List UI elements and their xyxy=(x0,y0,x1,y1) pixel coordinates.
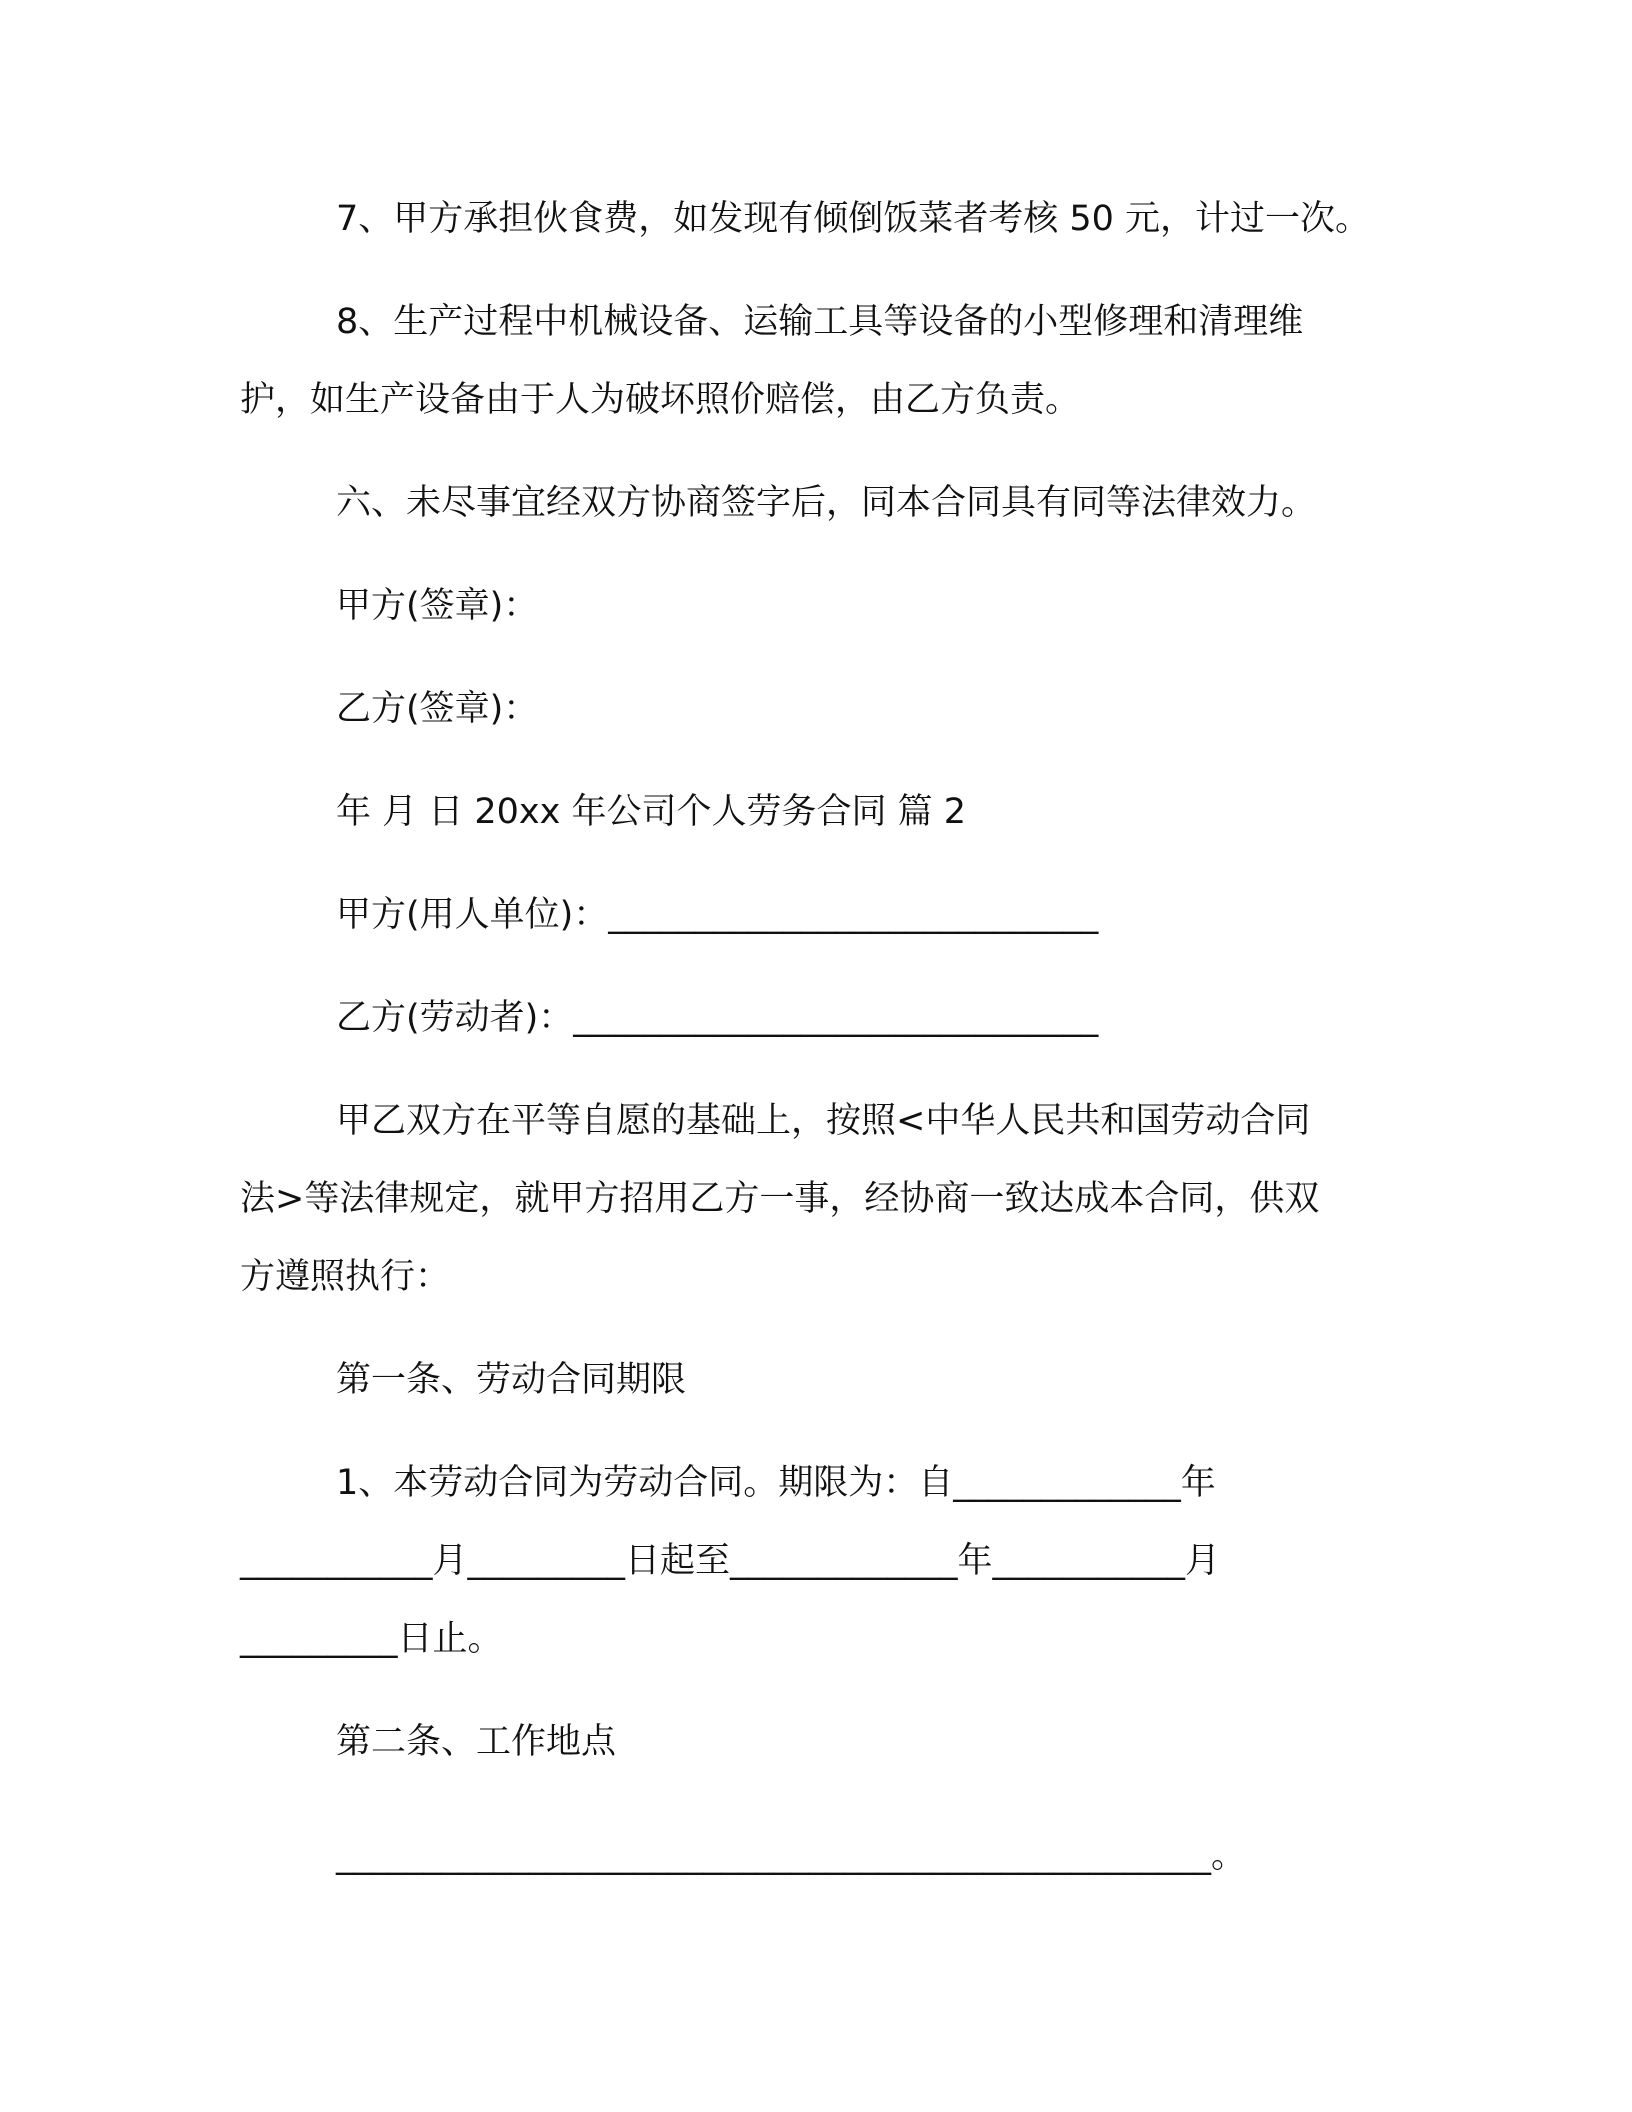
section-6 xyxy=(240,464,1400,542)
article-1-term xyxy=(240,1444,1400,1678)
preamble-line-3: 方遵照执行： xyxy=(240,1257,451,1297)
clause-8-line-2: 护，如生产设备由于人为破坏照价赔偿，由乙方负责。 xyxy=(240,380,1081,420)
party-a-employer-field: 甲方(用人单位)：____________________________ xyxy=(336,895,1099,935)
clause-8 xyxy=(240,283,1400,439)
party-a-signature-label: 甲方(签章)： xyxy=(336,586,539,626)
article-1-heading-text: 第一条、劳动合同期限 xyxy=(336,1360,687,1400)
article-1-heading xyxy=(240,1341,1400,1419)
contract-2-heading xyxy=(240,773,1400,851)
article-1-term-line-2: ___________月_________日起至_____________年___________月 xyxy=(240,1541,1221,1581)
clause-7 xyxy=(240,180,1400,258)
party-b-signature-label: 乙方(签章)： xyxy=(336,689,539,729)
contract-2-heading-text: 年 月 日 20xx 年公司个人劳务合同 篇 2 xyxy=(336,792,966,832)
work-location-field xyxy=(240,1817,1400,1895)
party-a-employer xyxy=(240,876,1400,954)
party-b-worker xyxy=(240,979,1400,1057)
party-a-signature xyxy=(240,567,1400,645)
work-location-blank: __________________________________________________。 xyxy=(336,1836,1247,1876)
article-1-term-line-3: _________日止。 xyxy=(240,1619,503,1659)
article-2-heading xyxy=(240,1703,1400,1781)
preamble-line-2: 法>等法律规定，就甲方招用乙方一事，经协商一致达成本合同，供双 xyxy=(240,1179,1320,1219)
article-2-heading-text: 第二条、工作地点 xyxy=(336,1722,617,1762)
section-6-text: 六、未尽事宜经双方协商签字后，同本合同具有同等法律效力。 xyxy=(336,483,1317,523)
article-1-term-line-1: 1、本劳动合同为劳动合同。期限为：自_____________年 xyxy=(336,1463,1216,1503)
clause-8-line-1: 8、生产过程中机械设备、运输工具等设备的小型修理和清理维 xyxy=(336,302,1304,342)
party-b-signature xyxy=(240,670,1400,748)
preamble-line-1: 甲乙双方在平等自愿的基础上，按照<中华人民共和国劳动合同 xyxy=(336,1101,1311,1141)
preamble xyxy=(240,1082,1400,1316)
party-b-worker-field: 乙方(劳动者)：______________________________ xyxy=(336,998,1099,1038)
clause-7-text: 7、甲方承担伙食费，如发现有倾倒饭菜者考核 50 元，计过一次。 xyxy=(336,199,1371,239)
